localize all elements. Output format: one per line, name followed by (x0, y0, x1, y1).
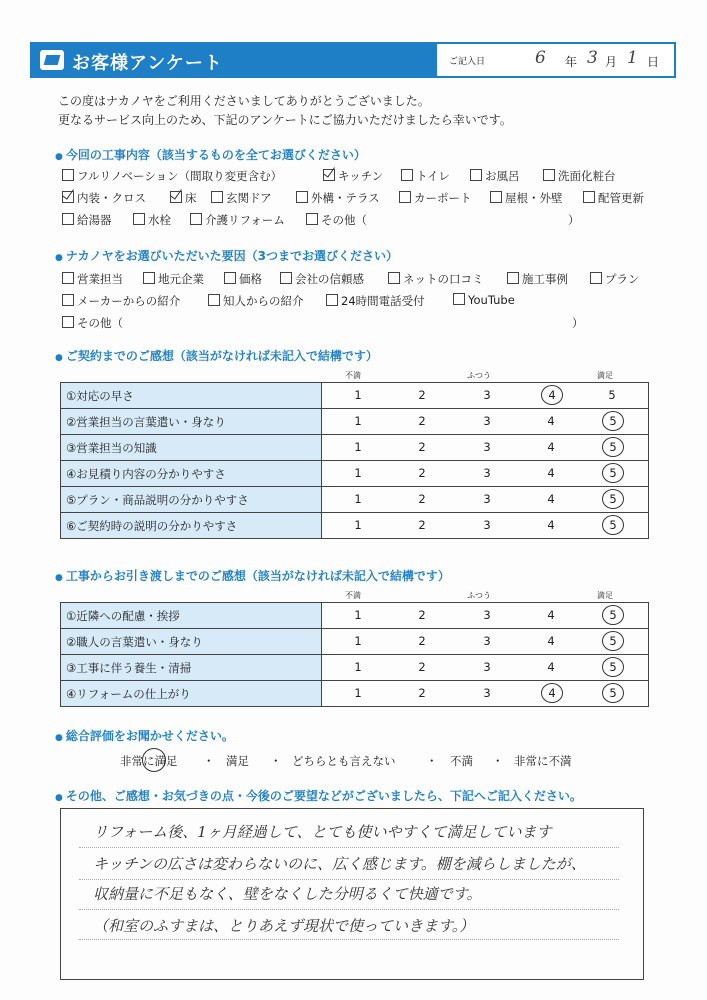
row-label: ①対応の早さ (61, 383, 322, 409)
checkbox[interactable] (399, 191, 411, 203)
row-label: ②営業担当の言葉遣い・身なり (61, 409, 322, 435)
date-year-unit: 年 (565, 55, 578, 69)
page-title: お客様アンケート (72, 53, 223, 74)
date-field[interactable] (437, 44, 674, 76)
rating-option[interactable]: 1 (354, 660, 362, 674)
reason-option[interactable] (62, 293, 180, 309)
work-option[interactable] (296, 190, 380, 206)
reason-option-other[interactable] (62, 315, 123, 331)
survey-header (30, 42, 676, 78)
scale-mid-label: ふつう (467, 591, 491, 600)
option-label: その他（ (321, 213, 367, 227)
section-handover-heading: ● 工事からお引き渡しまでのご感想（該当がなければ未記入で結構です） (55, 567, 450, 584)
overall-option-neutral[interactable]: どちらとも言えない (292, 754, 396, 768)
row-label: ④リフォームの仕上がり (61, 681, 322, 707)
work-option-other[interactable] (306, 212, 367, 228)
checkbox[interactable] (62, 316, 74, 328)
rating-option[interactable]: 3 (483, 440, 491, 454)
intro-line: この度はナカノヤをご利用くださいましてありがとうございました。 (58, 94, 430, 108)
option-label: 内装・クロス (77, 191, 146, 205)
reason-option[interactable] (280, 271, 364, 287)
reason-option[interactable] (453, 293, 515, 307)
overall-separator: ・ (492, 754, 504, 768)
rating-option[interactable]: 2 (418, 518, 426, 532)
rating-option[interactable]: 3 (483, 414, 491, 428)
reason-option[interactable] (388, 271, 484, 287)
section-reason-heading: ● ナカノヤをお選びいただいた要因（3つまでお選びください） (55, 247, 398, 264)
comment-line: キッチンの広さは変わらないのに、広く感じます。棚を減らしましたが、 (93, 855, 586, 873)
contract-row (61, 461, 649, 487)
contract-row (61, 435, 649, 461)
contract-rating-table (60, 382, 649, 539)
rating-scale (322, 681, 649, 707)
checkbox[interactable] (190, 213, 202, 225)
work-option[interactable] (543, 168, 616, 184)
reason-option[interactable] (326, 293, 425, 309)
option-label: 給湯器 (77, 213, 112, 227)
checkbox-checked[interactable] (62, 191, 74, 203)
section-overall-heading: ● 総合評価をお聞かせください。 (55, 727, 234, 744)
option-label: 床 (185, 191, 197, 205)
option-label: キッチン (338, 169, 384, 183)
work-option[interactable] (490, 190, 563, 206)
section-contract-heading: ● ご契約までのご感想（該当がなければ未記入で結構です） (55, 347, 378, 364)
option-label: 介護リフォーム (205, 213, 285, 227)
comment-line: リフォーム後、1ヶ月経過して、とても使いやすくて満足しています (93, 823, 552, 841)
ruled-line (79, 909, 619, 910)
checkbox[interactable] (224, 272, 236, 284)
rating-option[interactable]: 1 (354, 414, 362, 428)
rating-option[interactable]: 1 (354, 608, 362, 622)
work-option[interactable] (62, 212, 112, 228)
rating-option[interactable]: 1 (354, 518, 362, 532)
rating-option-selected[interactable]: 5 (602, 657, 624, 677)
checkbox[interactable] (543, 169, 555, 181)
rating-option[interactable]: 3 (483, 686, 491, 700)
rating-option[interactable]: 1 (354, 466, 362, 480)
rating-option[interactable]: 1 (354, 634, 362, 648)
rating-scale (322, 487, 649, 513)
comment-line: 収納量に不足もなく、壁をなくした分明るくて快適です。 (93, 885, 482, 903)
comments-textarea[interactable] (60, 808, 644, 980)
rating-scale (322, 629, 649, 655)
intro-text (58, 92, 512, 130)
handover-rating-table (60, 602, 649, 707)
overall-separator: ・ (270, 754, 282, 768)
overall-separator: ・ (426, 754, 438, 768)
title-bar (32, 44, 437, 76)
rating-option[interactable]: 3 (483, 492, 491, 506)
checkbox[interactable] (470, 169, 482, 181)
ruled-line (79, 847, 619, 848)
work-option[interactable] (170, 190, 197, 206)
checkbox[interactable] (133, 213, 145, 225)
checkbox[interactable] (62, 213, 74, 225)
option-label: 洗面化粧台 (558, 169, 616, 183)
rating-option[interactable]: 3 (483, 388, 491, 402)
reason-option[interactable] (62, 271, 123, 287)
option-label: 屋根・外壁 (505, 191, 563, 205)
checkbox[interactable] (507, 272, 519, 284)
overall-separator: ・ (203, 754, 215, 768)
rating-option[interactable]: 2 (418, 608, 426, 622)
reason-option[interactable] (224, 271, 262, 287)
rating-option-selected[interactable]: 5 (602, 683, 624, 703)
rating-option[interactable]: 4 (547, 466, 555, 480)
checkbox[interactable] (211, 191, 223, 203)
rating-option[interactable]: 1 (354, 686, 362, 700)
rating-option-selected[interactable]: 4 (541, 683, 563, 703)
rating-option[interactable]: 2 (418, 414, 426, 428)
rating-scale (322, 435, 649, 461)
work-option[interactable] (133, 212, 171, 228)
rating-option-selected[interactable]: 5 (602, 411, 624, 431)
rating-option[interactable]: 2 (418, 660, 426, 674)
option-label: カーポート (414, 191, 472, 205)
rating-scale (322, 513, 649, 539)
option-label: 営業担当 (77, 272, 123, 286)
rating-option[interactable]: 3 (483, 466, 491, 480)
date-month-unit: 月 (605, 55, 618, 69)
checkbox[interactable] (62, 272, 74, 284)
option-label: 配管更新 (598, 191, 644, 205)
option-label: 24時間電話受付 (341, 294, 425, 308)
reason-other-close: ） (572, 316, 584, 330)
reason-option[interactable] (208, 293, 304, 309)
checkbox[interactable] (143, 272, 155, 284)
checkbox[interactable] (388, 272, 400, 284)
checkbox[interactable] (453, 293, 465, 305)
option-label: 知人からの紹介 (223, 294, 304, 308)
rating-option[interactable]: 4 (547, 492, 555, 506)
rating-option-selected[interactable]: 5 (602, 605, 624, 625)
checkbox[interactable] (326, 294, 338, 306)
rating-option[interactable]: 2 (418, 634, 426, 648)
rating-option[interactable]: 2 (418, 466, 426, 480)
rating-option[interactable]: 3 (483, 518, 491, 532)
contract-row (61, 487, 649, 513)
date-year-value: 6 (535, 48, 546, 68)
date-label: ご記入日 (449, 57, 486, 67)
rating-option-selected[interactable]: 5 (602, 463, 624, 483)
rating-option[interactable]: 2 (418, 686, 426, 700)
checkbox[interactable] (583, 191, 595, 203)
option-label: 玄関ドア (226, 191, 272, 205)
rating-scale (322, 603, 649, 629)
reason-option[interactable] (143, 271, 204, 287)
work-option[interactable] (583, 190, 644, 206)
section-comments-heading: ● その他、ご感想・お気づきの点・今後のご要望などがございましたら、下記へご記入ください。 (55, 787, 582, 804)
rating-option[interactable]: 4 (547, 518, 555, 532)
row-label: ②職人の言葉遣い・身なり (61, 629, 322, 655)
reason-option[interactable] (507, 271, 568, 287)
option-label: メーカーからの紹介 (77, 294, 181, 308)
checkbox[interactable] (590, 272, 602, 284)
handover-row (61, 603, 649, 629)
rating-option[interactable]: 4 (547, 440, 555, 454)
checkbox[interactable] (208, 294, 220, 306)
rating-option-selected[interactable]: 5 (602, 515, 624, 535)
row-label: ③工事に伴う養生・清掃 (61, 655, 322, 681)
option-label: お風呂 (485, 169, 520, 183)
option-label: 会社の信頼感 (295, 272, 364, 286)
option-label: ネットの口コミ (403, 272, 484, 286)
handover-row (61, 655, 649, 681)
rating-scale (322, 461, 649, 487)
option-label: 地元企業 (158, 272, 204, 286)
rating-option[interactable]: 3 (483, 634, 491, 648)
scale-low-label: 不満 (345, 591, 361, 600)
scale-low-label: 不満 (345, 371, 361, 380)
intro-line: 更なるサービス向上のため、下記のアンケートにご協力いただけましたら幸いです。 (58, 113, 512, 127)
checkbox-checked[interactable] (323, 169, 335, 181)
rating-option-selected[interactable]: 5 (602, 631, 624, 651)
contract-row (61, 409, 649, 435)
option-label: フルリノベーション（間取り変更含む） (77, 169, 283, 183)
option-label: 水栓 (148, 213, 171, 227)
rating-option[interactable]: 4 (547, 660, 555, 674)
rating-option[interactable]: 5 (608, 388, 616, 402)
date-day-value: 1 (627, 48, 638, 68)
work-option[interactable] (211, 190, 272, 206)
row-label: ①近隣への配慮・挨拶 (61, 603, 322, 629)
overall-option-satisfied[interactable]: 満足 (226, 754, 249, 768)
checkbox[interactable] (62, 169, 74, 181)
rating-option[interactable]: 3 (483, 608, 491, 622)
rating-option[interactable]: 4 (547, 634, 555, 648)
option-label: トイレ (416, 169, 450, 183)
rating-option-selected[interactable]: 4 (541, 385, 563, 405)
contract-row (61, 513, 649, 539)
row-label: ⑤プラン・商品説明の分かりやすさ (61, 487, 322, 513)
checkbox[interactable] (490, 191, 502, 203)
handover-row (61, 629, 649, 655)
rating-option[interactable]: 4 (547, 608, 555, 622)
contract-row (61, 383, 649, 409)
work-option[interactable] (399, 190, 472, 206)
checkbox[interactable] (280, 272, 292, 284)
checkbox[interactable] (306, 213, 318, 225)
row-label: ③営業担当の知識 (61, 435, 322, 461)
option-label: その他（ (77, 316, 123, 330)
work-option[interactable] (190, 212, 285, 228)
scale-mid-label: ふつう (467, 371, 491, 380)
option-label: プラン (605, 272, 640, 286)
overall-option-very-dissatisfied[interactable]: 非常に不満 (514, 754, 572, 768)
work-option[interactable] (401, 168, 450, 184)
rating-option[interactable]: 2 (418, 388, 426, 402)
nakanoya-logo-icon (40, 50, 64, 70)
rating-option[interactable]: 2 (418, 492, 426, 506)
work-option[interactable] (470, 168, 520, 184)
work-option[interactable] (323, 168, 383, 184)
work-other-close: ） (568, 213, 580, 227)
option-label: 施工事例 (522, 272, 568, 286)
section-work-heading: ● 今回の工事内容（該当するものを全てお選びください） (55, 146, 366, 163)
date-month-value: 3 (587, 48, 598, 68)
rating-option[interactable]: 3 (483, 660, 491, 674)
rating-scale (322, 409, 649, 435)
checkbox-checked[interactable] (170, 191, 182, 203)
work-option[interactable] (62, 190, 146, 206)
option-label: 価格 (239, 272, 262, 286)
rating-option-selected[interactable]: 5 (602, 489, 624, 509)
option-label: 外構・テラス (311, 191, 380, 205)
rating-scale (322, 383, 649, 409)
rating-option-selected[interactable]: 5 (602, 437, 624, 457)
rating-option[interactable]: 4 (547, 414, 555, 428)
rating-option[interactable]: 1 (354, 440, 362, 454)
ruled-line (79, 939, 619, 940)
handover-row (61, 681, 649, 707)
checkbox[interactable] (296, 191, 308, 203)
checkbox[interactable] (62, 294, 74, 306)
row-label: ⑥ご契約時の説明の分かりやすさ (61, 513, 322, 539)
rating-option[interactable]: 1 (354, 388, 362, 402)
reason-option[interactable] (590, 271, 640, 287)
overall-option-dissatisfied[interactable]: 不満 (450, 754, 473, 768)
rating-option[interactable]: 2 (418, 440, 426, 454)
overall-option-very-satisfied[interactable]: 非常に満足 (120, 754, 178, 768)
scale-high-label: 満足 (597, 371, 613, 380)
date-day-unit: 日 (647, 55, 660, 69)
rating-scale (322, 655, 649, 681)
work-option[interactable] (62, 168, 282, 184)
row-label: ④お見積り内容の分かりやすさ (61, 461, 322, 487)
option-label: YouTube (468, 293, 515, 307)
ruled-line (79, 879, 619, 880)
rating-option[interactable]: 1 (354, 492, 362, 506)
comment-line: （和室のふすまは、とりあえず現状で使っていきます。） (93, 917, 475, 935)
scale-high-label: 満足 (597, 591, 613, 600)
checkbox[interactable] (401, 169, 413, 181)
